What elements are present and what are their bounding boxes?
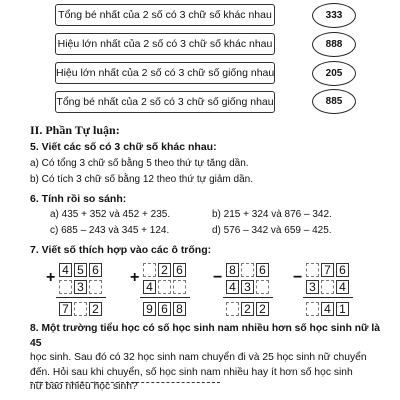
digit-box-blank[interactable]: [143, 263, 156, 277]
q8-line-4: nữ bao nhiêu học sinh?: [30, 381, 138, 392]
digit-box: 6: [173, 263, 186, 277]
answer-line[interactable]: [30, 382, 220, 383]
match-item-1: Tổng bé nhất của 2 số có 3 chữ số khác nhau: [55, 4, 275, 26]
match-value-4: 885: [312, 89, 356, 114]
digit-box-blank[interactable]: [321, 280, 334, 294]
q8-line-3: đến. Hỏi sau khi chuyển, số học sinh nam nhiều hay ít hơn số học sinh: [30, 366, 353, 378]
digit-box: 2: [89, 302, 102, 316]
match-item-4: Tổng bé nhất của 2 số có 3 chữ số giống nhau: [55, 91, 275, 113]
digit-box: 2: [241, 302, 254, 316]
q8-line-1: 8. Một trường tiểu học có số học sinh nam nhiều hơn số học sinh nữ là 45: [30, 323, 380, 349]
digit-box: 8: [173, 302, 186, 316]
digit-box: 3: [74, 280, 87, 294]
q5-b: b) Có tích 3 chữ số bằng 12 theo thứ tự giảm dần.: [30, 174, 253, 185]
digit-box-blank[interactable]: [226, 302, 239, 316]
q7-title: 7. Viết số thích hợp vào các ô trống:: [30, 244, 212, 256]
match-value-2: 888: [312, 32, 356, 57]
match-value-3: 205: [312, 61, 356, 86]
digit-box: 3: [306, 280, 319, 294]
digit-box-blank[interactable]: [256, 280, 269, 294]
difference-line: [223, 297, 273, 298]
q6-d: d) 576 – 342 và 659 – 425.: [212, 225, 332, 236]
q6-c: c) 685 – 243 và 345 + 124.: [50, 225, 170, 236]
digit-box-blank[interactable]: [59, 280, 72, 294]
digit-box: 3: [241, 280, 254, 294]
section-title: II. Phần Tự luận:: [30, 123, 120, 137]
digit-box: 6: [336, 263, 349, 277]
digit-box: 4: [59, 263, 72, 277]
q6-b: b) 215 + 324 và 876 – 342.: [212, 209, 332, 220]
digit-box: 6: [256, 263, 269, 277]
digit-box: 5: [74, 263, 87, 277]
digit-box-blank[interactable]: [158, 280, 171, 294]
digit-box-blank[interactable]: [74, 302, 87, 316]
digit-box-blank[interactable]: [306, 263, 319, 277]
digit-box: 2: [158, 263, 171, 277]
digit-box: 2: [256, 302, 269, 316]
digit-box: 4: [143, 280, 156, 294]
digit-box: 7: [321, 263, 334, 277]
q5-a: a) Có tổng 3 chữ số bằng 5 theo thứ tự tăng dần.: [30, 158, 249, 169]
q8-line-2: học sinh. Sau đó có 32 học sinh nam chuyển đi và 25 học sinh nữ chuyển: [30, 352, 367, 363]
match-item-2: Hiệu lớn nhất của 2 số có 3 chữ số khác nhau: [55, 33, 275, 55]
sum-line: [56, 297, 106, 298]
digit-box: 6: [89, 263, 102, 277]
q5-title: 5. Viết các số có 3 chữ số khác nhau:: [30, 141, 217, 153]
digit-box: 1: [336, 302, 349, 316]
q8-paragraph: [30, 322, 390, 395]
match-value-1: 333: [312, 3, 356, 28]
digit-box: 4: [226, 280, 239, 294]
digit-box: 4: [336, 280, 349, 294]
digit-box: 7: [59, 302, 72, 316]
match-item-3: Hiệu lớn nhất của 2 số có 3 chữ số giống nhau: [55, 62, 275, 84]
sum-line: [140, 297, 190, 298]
digit-box-blank[interactable]: [306, 302, 319, 316]
minus-operator-2: −: [293, 269, 303, 286]
difference-line: [303, 297, 353, 298]
digit-box: 4: [321, 302, 334, 316]
digit-box-blank[interactable]: [241, 263, 254, 277]
digit-box-blank[interactable]: [173, 280, 186, 294]
digit-box: 8: [226, 263, 239, 277]
q6-a: a) 435 + 352 và 452 + 235.: [50, 209, 171, 220]
plus-operator-2: +: [130, 269, 140, 286]
digit-box: 6: [158, 302, 171, 316]
minus-operator-1: −: [213, 269, 223, 286]
digit-box-blank[interactable]: [89, 280, 102, 294]
digit-box: 9: [143, 302, 156, 316]
q6-title: 6. Tính rồi so sánh:: [30, 193, 127, 205]
plus-operator-1: +: [46, 269, 56, 286]
